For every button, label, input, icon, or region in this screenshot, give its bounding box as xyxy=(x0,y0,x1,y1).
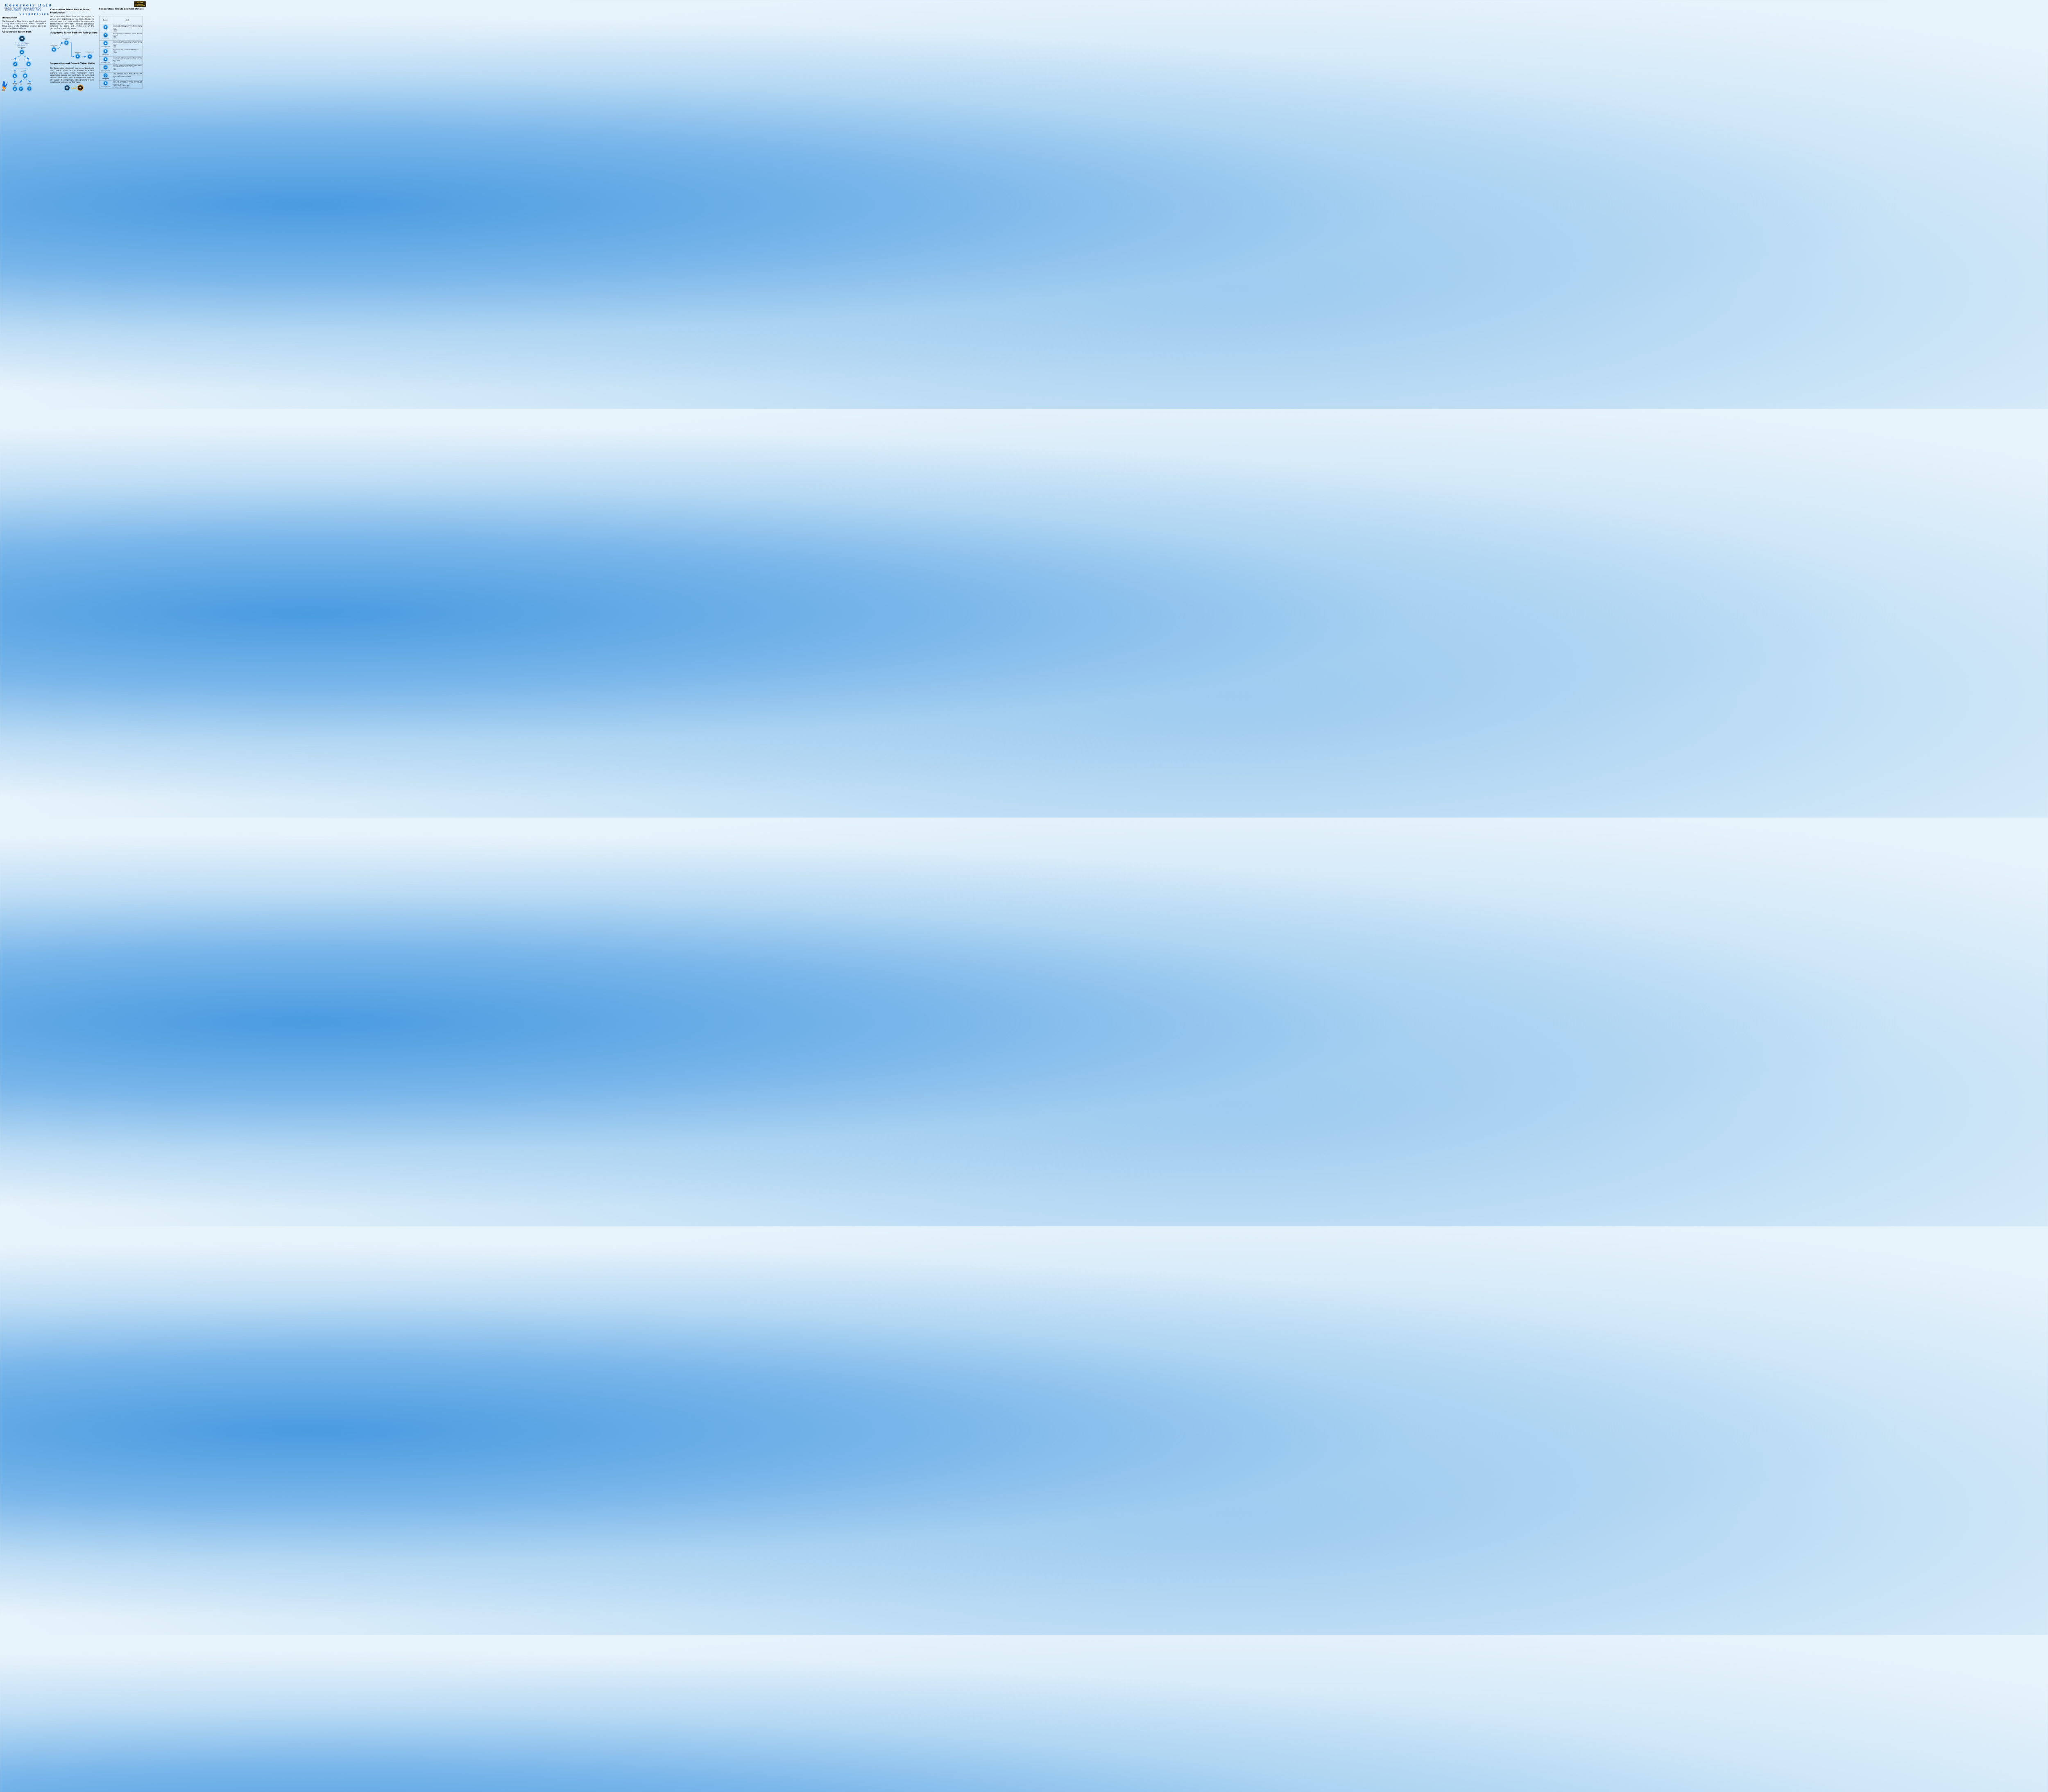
talent-name-text: Phoenix Escape xyxy=(102,78,109,79)
talent-name xyxy=(99,70,112,72)
talent-name-text: Rapid Advance xyxy=(102,54,109,55)
talent-cell xyxy=(99,72,112,80)
skill-desc: When your Settlement is burning due to enemy attacks, reduces the Durability decrease rate by % xyxy=(113,65,142,68)
talent-cell xyxy=(99,40,112,48)
suggested-node-rapid-advance[interactable] xyxy=(76,54,80,59)
tree-node-concerted-attack[interactable] xyxy=(20,50,24,54)
talent-name xyxy=(99,38,112,40)
talent-name xyxy=(99,78,112,80)
tree-node-level: 2/2 xyxy=(20,84,22,86)
table-row xyxy=(99,56,143,64)
suggested-node-name: Rapid Advance xyxy=(75,52,81,53)
tree-node-name: Phoenix xyxy=(19,82,23,84)
suggested-label-concerted-defense xyxy=(61,39,71,41)
talent-cell xyxy=(99,56,112,64)
talent-name-text: Survivor Resilience xyxy=(101,86,110,87)
skill-desc: If your Settlement falls (X) times in a row, it will automatically teleport to the Safe Zone and relocation will become available immediately. xyxy=(113,72,142,77)
suggested-label-converging-strength xyxy=(85,52,95,54)
tree-label-concerted-attack xyxy=(17,48,27,50)
suggested-label-concerted-attack xyxy=(49,45,59,47)
tree-node-level: 2/2 xyxy=(14,84,16,86)
skill-opt-1: 1. 10% xyxy=(113,68,117,69)
title-line3: Cooperation xyxy=(19,12,50,16)
tree-node-level: 2/2 xyxy=(27,60,29,61)
tree-node-name: Survivor xyxy=(27,83,31,84)
skill-opt-1: 1. 0.25% xyxy=(113,29,118,30)
talent-name-text: Concerted Defense xyxy=(101,45,110,47)
survivor-resilience-icon xyxy=(104,81,108,85)
table-row xyxy=(99,40,143,48)
boot-icon xyxy=(14,75,16,77)
converging-strength-icon xyxy=(104,57,108,61)
tree-node-name: Concerted Attack xyxy=(18,47,26,48)
tree-label-rapid-advance xyxy=(10,71,20,73)
brand-mark-text: N! xyxy=(2,89,5,92)
soldier-shield-icon xyxy=(14,88,16,90)
talent-level-text: 2/2 xyxy=(105,39,106,40)
suggested-node-level: 2/2 xyxy=(89,52,91,54)
skills-table xyxy=(99,16,143,88)
skill-cell xyxy=(112,48,143,57)
logo-line1: STATE xyxy=(136,1,143,4)
skill-desc: When joining a rally or participating in garrison defense, increases Defense Amplification by %. Stacks up to 6 times xyxy=(113,41,142,45)
talent-cell xyxy=(99,61,112,72)
tree-node-wall-reinforcement[interactable] xyxy=(23,73,27,77)
skill-opt-2: 2 100% xyxy=(113,52,117,53)
skill-opt-1: 1. 0.25 xyxy=(113,45,117,46)
talent-name xyxy=(99,86,112,88)
table-row xyxy=(99,64,143,72)
tree-node-concerted-defense[interactable] xyxy=(27,62,31,66)
suggested-heading: Suggested Talent Path for Rally Joiners xyxy=(50,32,98,34)
tree-node-name: Wall Reinforcement xyxy=(21,71,29,72)
tree-root-title: Cooperation xyxy=(15,42,29,45)
growth-path-icon xyxy=(77,85,83,91)
title-line2: TALENT SYSTEM xyxy=(4,7,41,12)
suggested-node-converging-strength[interactable] xyxy=(88,54,92,59)
phoenix-escape-icon xyxy=(104,73,108,77)
tree-label-wall-reinforcement xyxy=(20,71,30,73)
logo-line2: OF xyxy=(139,3,140,5)
suggested-label-rapid-advance xyxy=(73,52,83,54)
tree-node-name: Converging xyxy=(12,83,18,84)
skill-cell xyxy=(112,72,143,80)
talent-name xyxy=(99,62,112,64)
talent-name-text: Converging Strength xyxy=(101,61,111,63)
talent-name-text: Wall Reinforcement xyxy=(101,70,110,71)
skill-opt-2: 2. 050% xyxy=(113,30,117,32)
chain-link-icon xyxy=(71,86,77,89)
tree-node-name-2: Escape xyxy=(19,83,23,84)
suggested-node-level: 1/1 xyxy=(53,45,55,47)
tree-node-level: 2/2 xyxy=(29,84,30,86)
explosion-icon xyxy=(53,48,55,51)
title-line1: Reservoir Raid xyxy=(5,3,53,7)
table-row xyxy=(99,24,143,32)
tree-node-level: 2/2 xyxy=(24,72,26,73)
skill-cell xyxy=(112,32,143,41)
skill-opt-1: 1. 5 xyxy=(113,77,115,79)
shield-group-icon xyxy=(27,63,30,65)
skills-table-wrap xyxy=(99,16,143,88)
col-talent-header: Talent xyxy=(99,16,112,24)
intro-heading: Introduction xyxy=(2,16,18,19)
growth-heading: Cooperation and Growth Talent Paths xyxy=(50,62,95,65)
talent-cell xyxy=(99,24,112,32)
skill-cell xyxy=(112,64,143,72)
talent-level-text: 2/2 xyxy=(105,79,106,80)
talent-cell xyxy=(99,80,112,88)
skill-opt-2: 2. 12% xyxy=(113,62,117,64)
wall-reinforcement-icon xyxy=(104,65,108,69)
skill-opt-1: 1. Attack: 300%, Lethality: 150% xyxy=(113,85,130,86)
skill-desc: When joining a rally or participating in garrison defense, increases Attack Amplification by % Stacks up to 6 times. xyxy=(113,24,142,29)
talent-level-text: 2/2 xyxy=(105,63,106,64)
talent-name xyxy=(99,46,112,48)
talent-level-text: 2/2 xyxy=(105,47,106,48)
talent-level-text: 2/2 xyxy=(105,71,106,72)
talent-name xyxy=(99,30,112,32)
tree-node-phoenix-escape[interactable] xyxy=(19,86,23,91)
distribution-heading-line2: Distribution xyxy=(50,11,65,14)
table-header-row xyxy=(99,16,143,24)
concerted-defense-icon xyxy=(104,41,108,45)
table-row xyxy=(99,32,143,41)
tree-node-level: 2/2 xyxy=(14,72,16,73)
talent-cell xyxy=(99,45,112,57)
skill-opt-2: 2. 20% xyxy=(113,37,117,39)
skill-desc: When joining a rally, increases March Speed by %. xyxy=(113,49,139,50)
tree-node-level: 1/1 xyxy=(21,48,23,49)
distribution-heading xyxy=(50,8,89,14)
shield-escape-icon xyxy=(20,88,22,90)
tree-node-converging-strength[interactable] xyxy=(13,86,17,91)
tree-label-fortified-defense xyxy=(10,60,20,62)
tree-node-name-2: Strength xyxy=(13,84,17,85)
suggested-node-level: 2/2 xyxy=(77,53,79,54)
tree-heading: Cooperation Talent Path xyxy=(2,31,32,33)
skill-opt-2: 2. 3 xyxy=(113,79,115,80)
distribution-text: The Cooperation Talent Path can be applied in various ways depending on your team strategy. In reservoir raids, it's crucial to utilize the appropriate talent points for rally joiners. This talent path greatly enhances the power and effectiveness of the garrison leader and rally leader. xyxy=(50,16,94,29)
phoenix-brand-logo xyxy=(1,79,8,92)
col-skill-header: Skill xyxy=(112,16,143,24)
shield-group-icon xyxy=(65,41,68,44)
rapid-advance-icon xyxy=(104,49,108,53)
tree-node-fortified-defense[interactable] xyxy=(13,62,17,66)
concerted-attack-icon xyxy=(104,25,108,29)
tree-node-name: Fortified Defense xyxy=(11,59,19,61)
suggested-node-name: Converging Strength xyxy=(85,52,94,53)
skill-opt-1: 1. 10% xyxy=(113,36,117,37)
talent-name xyxy=(99,54,112,56)
talent-name-text: Fortified Defense xyxy=(102,38,110,39)
skill-cell xyxy=(112,40,143,48)
tower-shield-icon xyxy=(28,87,31,90)
details-heading: Cooperation Talents and Skill Details xyxy=(99,8,144,11)
skill-desc: When joining a rally or participating in garrison defense, increases Troop Lethality and Troop Health by %. Stacks up to 6 times xyxy=(113,57,142,61)
skill-cell xyxy=(112,80,143,88)
skill-cell xyxy=(112,56,143,64)
skill-cell xyxy=(112,24,143,32)
talent-cell xyxy=(99,29,112,41)
suggested-node-name: Concerted Attack xyxy=(50,45,58,46)
medical-drop-icon xyxy=(14,63,16,65)
skill-opt-2: 2. 0.50 xyxy=(113,46,117,48)
suggested-node-name: Concerted Defense xyxy=(62,38,70,39)
tree-node-survivor-resilience[interactable] xyxy=(27,86,31,91)
talent-level-text: 2/2 xyxy=(105,54,106,56)
suggested-node-concerted-attack[interactable] xyxy=(52,48,56,52)
logo-line3: SURVIVAL xyxy=(135,4,145,7)
talent-level-text: 2/2 xyxy=(105,86,106,88)
table-row xyxy=(99,48,143,57)
tree-label-concerted-defense xyxy=(23,60,33,62)
tree-label-survivor-resilience xyxy=(24,83,34,86)
fortified-defense-icon xyxy=(104,33,108,37)
tree-node-name: Rapid Advance xyxy=(11,71,18,72)
state-of-survival-logo xyxy=(134,1,146,7)
soldier-shield-icon xyxy=(88,55,91,58)
skill-desc: When defending your Settlement, reduces Wounded Rate by % xyxy=(113,33,142,36)
castle-wall-icon xyxy=(24,75,26,77)
tree-root-subtitle: Rally Joiners xyxy=(16,45,27,46)
tree-node-rapid-advance[interactable] xyxy=(13,74,17,78)
skill-opt-1: 1. 50% xyxy=(113,50,117,52)
tree-node-name: Concerted Defense xyxy=(24,59,32,61)
talent-name-text: Concerted Attack xyxy=(102,29,110,31)
skill-desc: When your Settlement is attacked, increases the garison's Attack and Defense by 300%, and its Health and Lethality by 150% xyxy=(113,80,142,85)
table-row xyxy=(99,80,143,88)
table-row xyxy=(99,72,143,80)
skill-opt-2: 2. 20% xyxy=(113,69,117,70)
intro-text: The Cooperation Talent Path is specifically designed for rally joiners and garrison defense. Cooperation talent path is of vital importance for rallies as well as personal settlement defense. xyxy=(2,20,46,29)
skill-opt-1: 1. 6% xyxy=(113,61,116,63)
tree-node-name-2: Resilience xyxy=(27,84,32,85)
explosion-icon xyxy=(20,51,23,53)
growth-text: The Cooperation talent path can be combined with the "Growth" talent path to function as a tank gatherer and rally joiner. Additionally, some cooperation talents can contribute to settlement defense. Talent points from the Cooperation path can also support the jumper role, aiding the jumper team in collecting scattered purified water. xyxy=(50,67,94,84)
suggested-node-level: 2/2 xyxy=(65,39,67,41)
skill-opt-2: 2. Attack: 600%, Lethality: 300% xyxy=(113,86,130,88)
talent-level-text: 1/1 xyxy=(105,31,106,32)
suggested-node-concerted-defense[interactable] xyxy=(64,41,68,45)
boot-icon xyxy=(77,55,79,58)
distribution-heading-line1: Cooperation Talent Path & Team xyxy=(50,8,89,11)
tree-node-level: 2/2 xyxy=(14,60,16,61)
cooperation-path-icon xyxy=(64,85,70,91)
